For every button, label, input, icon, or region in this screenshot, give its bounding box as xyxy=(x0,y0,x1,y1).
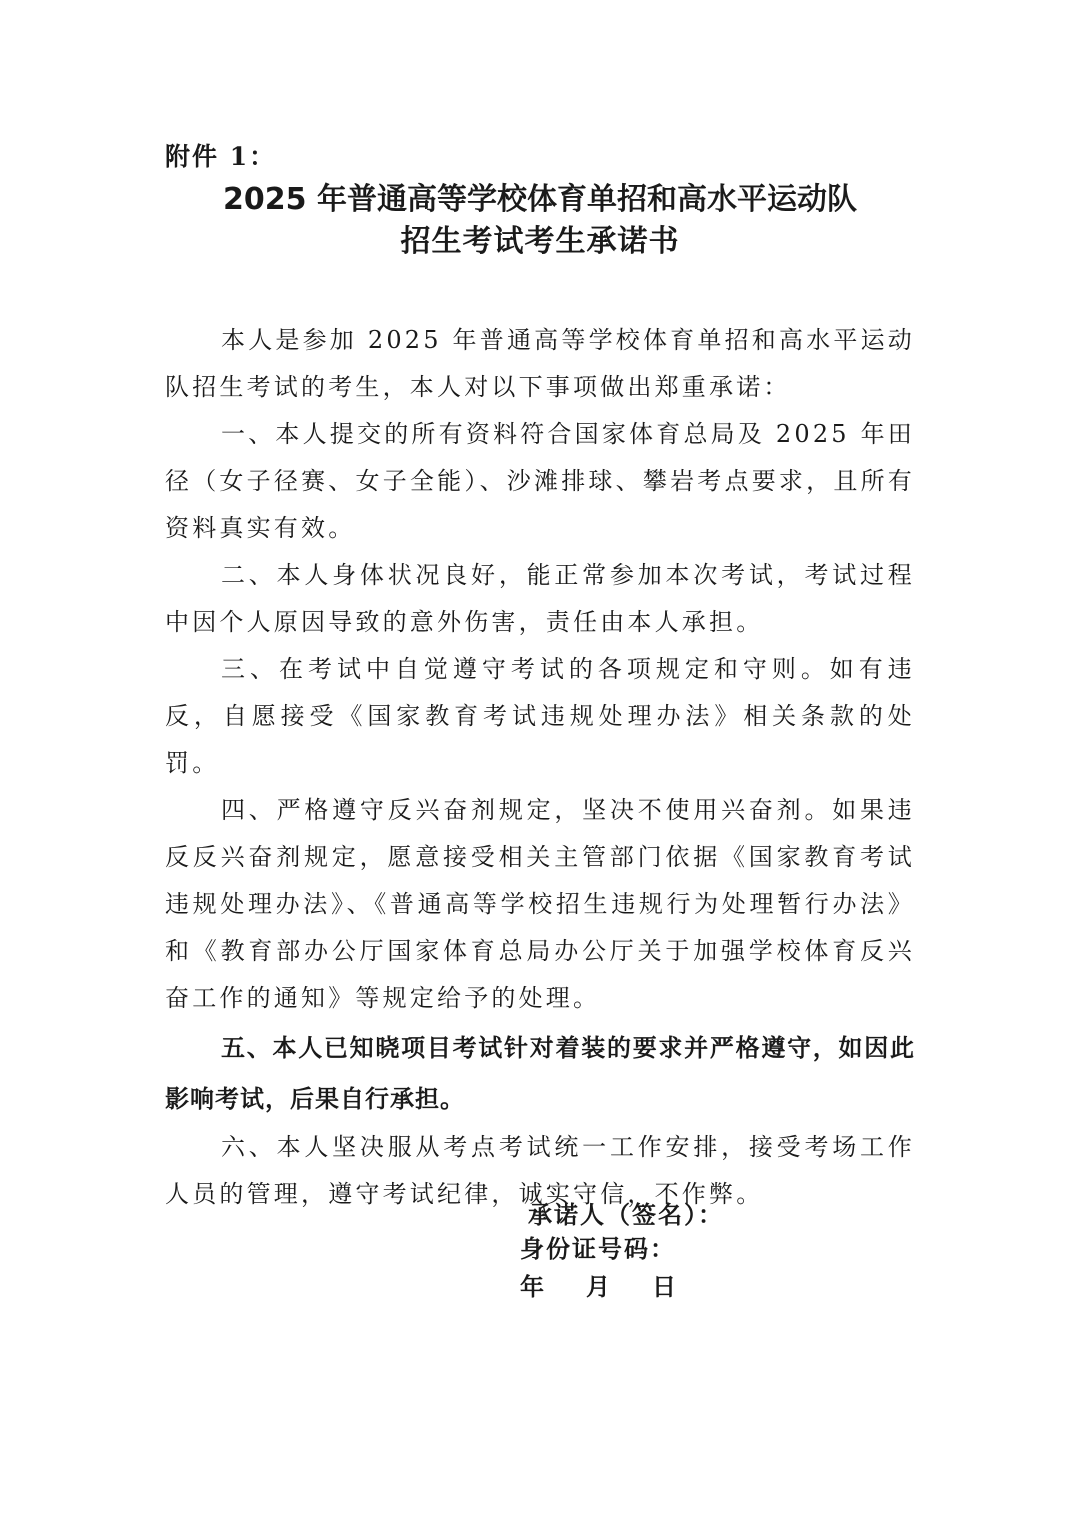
signature-block xyxy=(520,1198,724,1304)
year-label: 年 xyxy=(520,1272,544,1301)
attachment-label: 附件 1： xyxy=(165,142,277,171)
month-label: 月 xyxy=(586,1272,610,1301)
pledge-item-5: 五、本人已知晓项目考试针对着装的要求并严格遵守，如因此影响考试，后果自行承担。 xyxy=(165,1033,915,1113)
day-label: 日 xyxy=(652,1272,676,1301)
intro-paragraph: 本人是参加 2025 年普通高等学校体育单招和高水平运动队招生考试的考生，本人对以下事项做出郑重承诺： xyxy=(165,326,915,401)
pledge-item-2: 二、本人身体状况良好，能正常参加本次考试，考试过程中因个人原因导致的意外伤害，责任由本人承担。 xyxy=(165,561,915,636)
pledge-item-6: 六、本人坚决服从考点考试统一工作安排，接受考场工作人员的管理，遵守考试纪律，诚实守信，不作弊。 xyxy=(165,1133,915,1208)
document-title-line-1: 2025 年普通高等学校体育单招和高水平运动队 xyxy=(223,182,857,217)
pledge-body xyxy=(165,317,915,1218)
signer-label: 承诺人（签名）： xyxy=(528,1200,724,1229)
document-title-line-2: 招生考试考生承诺书 xyxy=(400,224,680,259)
date-line xyxy=(520,1270,724,1304)
pledge-item-1: 一、本人提交的所有资料符合国家体育总局及 2025 年田径（女子径赛、女子全能）、沙滩排球、攀岩考点要求，且所有资料真实有效。 xyxy=(165,420,915,542)
id-number-label: 身份证号码： xyxy=(520,1234,676,1263)
pledge-item-4: 四、严格遵守反兴奋剂规定，坚决不使用兴奋剂。如果违反反兴奋剂规定，愿意接受相关主管部门依据《国家教育考试违规处理办法》、《普通高等学校招生违规行为处理暂行办法》和《教育部办公厅国家体育总局办公厅关于加强学校体育反兴奋工作的通知》等规定给予的处理。 xyxy=(165,796,915,1012)
pledge-item-3: 三、在考试中自觉遵守考试的各项规定和守则。如有违反，自愿接受《国家教育考试违规处理办法》相关条款的处罚。 xyxy=(165,655,915,777)
